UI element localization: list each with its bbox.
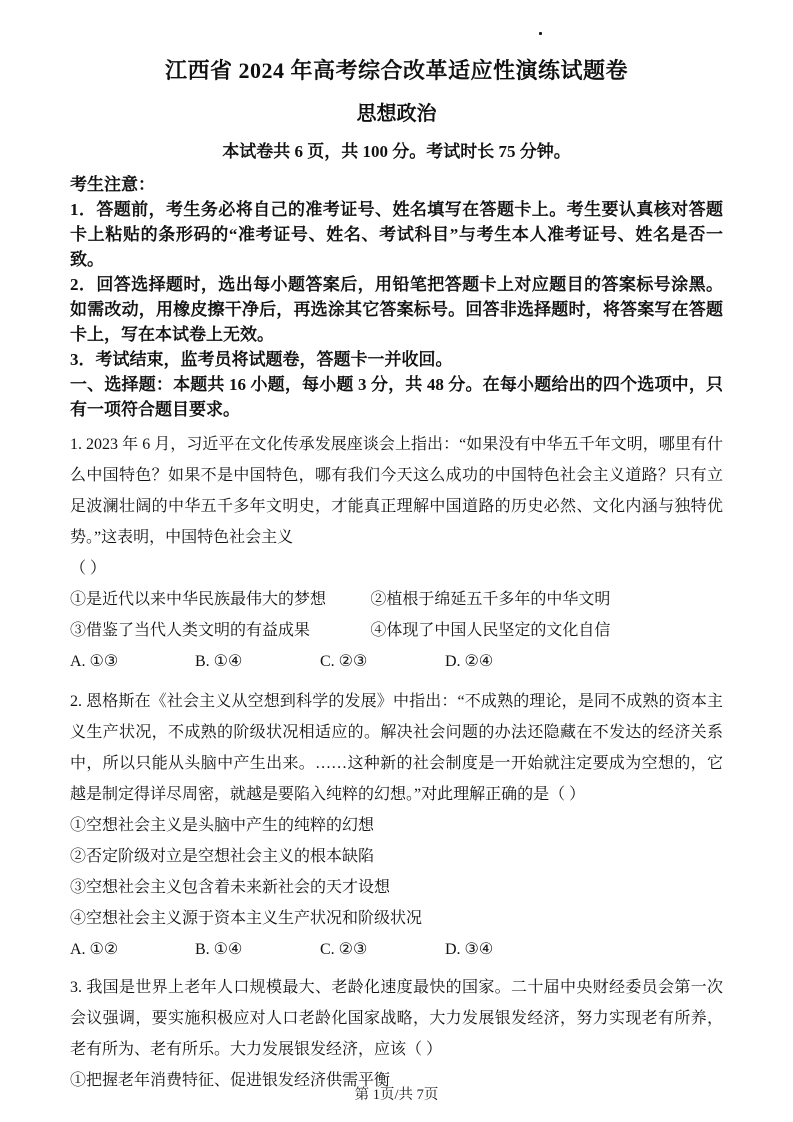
statement-item: ③借鉴了当代人类文明的有益成果: [70, 622, 311, 639]
question-1-statements-row-2: [70, 615, 723, 646]
choice-option-c: C. ②③: [320, 941, 368, 958]
choice-option-c: C. ②③: [320, 653, 368, 670]
page-footer: 第 1页/共 7页: [354, 1087, 439, 1103]
question-1-choices: [70, 646, 723, 677]
page-title: 江西省 2024 年高考综合改革适应性演练试题卷: [164, 58, 628, 83]
statement-item: ①是近代以来中华民族最伟大的梦想: [70, 591, 327, 608]
question-3: [70, 972, 723, 1096]
statement-item: ①空想社会主义是头脑中产生的纯粹的幻想: [70, 817, 375, 834]
question-2-choices: [70, 934, 723, 965]
subject-title: 思想政治: [356, 103, 437, 125]
exam-info-line: 本试卷共 6 页，共 100 分。考试时长 75 分钟。: [222, 142, 571, 161]
question-2-stem: 2. 恩格斯在《社会主义从空想到科学的发展》中指出：“不成熟的理论，是同不成熟的资本主义生产状况，不成熟的阶级状况相适应的。解决社会问题的办法还隐藏在不发达的经济关系中，所以只能从头脑中产生出来。……这种新的社会制度是一开始就注定要成为空想的，它越是制定得详尽周密，就越是要陷入纯粹的幻想。”对此理解正确的是（ ）: [70, 693, 723, 803]
choice-option-b: B. ①④: [195, 941, 243, 958]
question-1-answer-blank: （ ）: [70, 560, 107, 577]
notice-item-3: 3．考试结束，监考员将试题卷，答题卡一并收回。: [70, 350, 453, 369]
statement-item: ①把握老年消费特征、促进银发经济供需平衡: [70, 1072, 391, 1089]
question-1-stem: 1. 2023 年 6 月，习近平在文化传承发展座谈会上指出：“如果没有中华五千年文明，哪里有什么中国特色？如果不是中国特色，哪有我们今天这么成功的中国特色社会主义道路？只有立足波澜壮阔的中华五千多年文明史，才能真正理解中国道路的历史必然、文化内涵与独特优势。”这表明，中国特色社会主义: [70, 436, 723, 546]
candidate-notice-section: [70, 172, 723, 372]
notice-item-2: 2．回答选择题时，选出每小题答案后，用铅笔把答题卡上对应题目的答案标号涂黑。如需改动，用橡皮擦干净后，再选涂其它答案标号。回答非选择题时，将答案写在答题卡上，写在本试卷上无效。: [70, 275, 723, 344]
section-heading: 一、选择题：本题共 16 小题，每小题 3 分，共 48 分。在每小题给出的四个选项中，只有一项符合题目要求。: [70, 375, 723, 419]
statement-item: ④空想社会主义源于资本主义生产状况和阶级状况: [70, 910, 423, 927]
notice-heading: 考生注意：: [70, 175, 155, 194]
statement-item: ④体现了中国人民坚定的文化自信: [370, 622, 611, 639]
notice-item-1: 1．答题前，考生务必将自己的准考证号、姓名填写在答题卡上。考生要认真核对答题卡上粘贴的条形码的“准考证号、姓名、考试科目”与考生本人准考证号、姓名是否一致。: [70, 200, 723, 269]
choice-option-b: B. ①④: [195, 653, 243, 670]
choice-option-a: A. ①③: [70, 653, 119, 670]
choice-option-d: D. ②④: [445, 653, 494, 670]
stray-dot-artifact: [539, 32, 542, 35]
question-2: [70, 686, 723, 965]
question-1-statements-row-1: [70, 584, 723, 615]
choice-option-d: D. ③④: [445, 941, 494, 958]
question-1: [70, 429, 723, 677]
statement-item: ②植根于绵延五千多年的中华文明: [370, 591, 611, 608]
statement-item: ③空想社会主义包含着未来新社会的天才设想: [70, 879, 391, 896]
question-3-stem: 3. 我国是世界上老年人口规模最大、老龄化速度最快的国家。二十届中央财经委员会第一次会议强调，要实施积极应对人口老龄化国家战略，大力发展银发经济，努力实现老有所养，老有所为、老有所乐。大力发展银发经济，应该（ ）: [70, 979, 723, 1058]
statement-item: ②否定阶级对立是空想社会主义的根本缺陷: [70, 848, 375, 865]
choice-option-a: A. ①②: [70, 941, 119, 958]
